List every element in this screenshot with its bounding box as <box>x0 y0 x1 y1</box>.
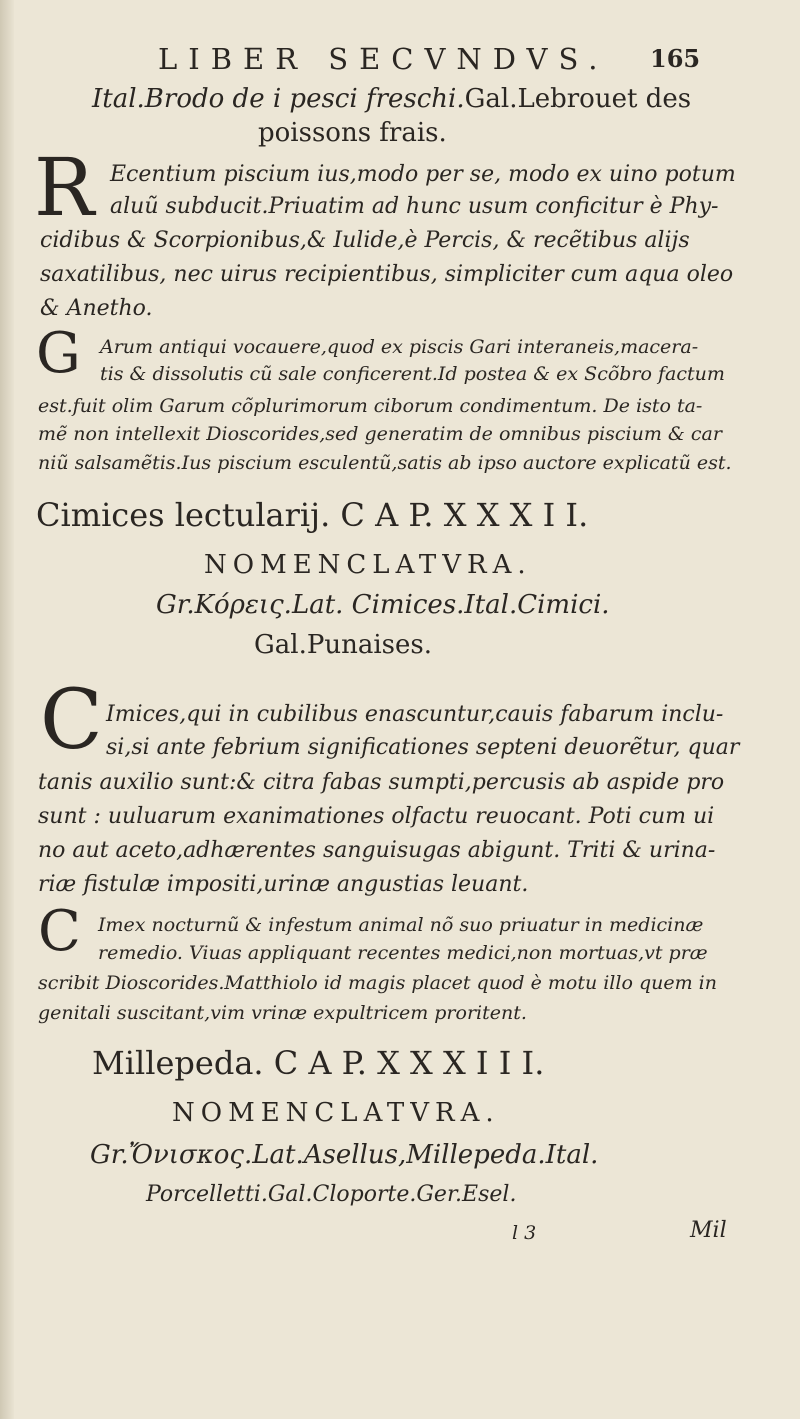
paragraph-line: Ecentium piscium ius,modo per se, modo ex uino potum <box>110 162 736 187</box>
drop-initial-r: R <box>34 141 95 234</box>
commentary-line: genitali suscitant,vim vrinæ expultricem proritent. <box>38 1002 527 1024</box>
paragraph-line: riæ fistulæ impositi,urinæ angustias leuant. <box>38 872 529 897</box>
catchword: Mil <box>690 1218 727 1243</box>
nomenclatura-heading: NOMENCLATVRA. <box>172 1098 500 1128</box>
running-header <box>0 38 800 78</box>
paragraph-line: saxatilibus, nec uirus recipientibus, simpliciter cum aqua oleo <box>40 262 734 287</box>
paragraph-line: cidibus & Scorpionibus,& Iulide,è Percis, & recẽtibus alijs <box>40 228 690 253</box>
chapter-heading-32: Cimices lectularij. C A P. X X X I I. <box>36 496 589 534</box>
drop-initial-c-small: C <box>38 899 81 964</box>
nomenclature-line: Porcelletti.Gal.Cloporte.Ger.Esel. <box>146 1182 517 1207</box>
paragraph-line: & Anetho. <box>40 296 153 321</box>
page-number: 165 <box>650 44 701 73</box>
commentary-line: tis & dissolutis cũ sale conficerent.Id postea & ex Scõbro factum <box>100 363 725 385</box>
commentary-line: est.fuit olim Garum cõplurimorum ciborum condimentum. De isto ta- <box>38 395 703 417</box>
drop-initial-c: C <box>40 673 103 768</box>
nomenclature-line: Gr.Ὄνισκος.Lat.Asellus,Millepeda.Ital. <box>90 1140 599 1170</box>
ital-gal-line <box>92 84 691 114</box>
commentary-line: Arum antiqui vocauere,quod ex piscis Gari interaneis,macera- <box>100 336 699 358</box>
signature-mark: l 3 <box>512 1222 537 1244</box>
italian-label: Ital.Brodo de i pesci freschi. <box>92 84 465 114</box>
chapter-heading-33: Millepeda. C A P. X X X I I I. <box>92 1044 545 1082</box>
paragraph-line: tanis auxilio sunt:& citra fabas sumpti,percusis ab aspide pro <box>38 770 725 795</box>
nomenclature-line: Gal.Punaises. <box>254 630 432 660</box>
commentary-line: Imex nocturnũ & infestum animal nõ suo priuatur in medicinæ <box>98 914 704 936</box>
paragraph-line: no aut aceto,adhærentes sanguisugas abigunt. Triti & urina- <box>38 838 716 863</box>
french-label: Gal.Lebrouet des <box>464 84 692 114</box>
commentary-line: scribit Dioscorides.Matthiolo id magis placet quod è motu illo quem in <box>38 972 717 994</box>
paragraph-line: aluũ subducit.Priuatim ad hunc usum conficitur è Phy- <box>110 194 719 219</box>
nomenclatura-heading: NOMENCLATVRA. <box>204 550 532 580</box>
commentary-line: remedio. Viuas appliquant recentes medici,non mortuas,vt præ <box>98 942 708 964</box>
drop-initial-g: G <box>36 321 81 386</box>
running-title: LIBER SECVNDVS. <box>158 42 609 76</box>
paragraph-line: Imices,qui in cubilibus enascuntur,cauis fabarum inclu- <box>106 702 724 727</box>
commentary-line: mẽ non intellexit Dioscorides,sed generatim de omnibus piscium & car <box>38 423 722 445</box>
commentary-line: niũ salsamẽtis.Ius piscium esculentũ,satis ab ipso auctore explicatũ est. <box>38 452 732 474</box>
french-label-cont: poissons frais. <box>258 118 447 148</box>
page-gutter <box>0 0 14 1419</box>
nomenclature-line: Gr.Κόρεις.Lat. Cimices.Ital.Cimici. <box>156 590 610 620</box>
paragraph-line: sunt : uuluarum exanimationes olfactu reuocant. Poti cum ui <box>38 804 715 829</box>
paragraph-line: si,si ante febrium significationes septeni deuorẽtur, quar <box>106 735 740 760</box>
